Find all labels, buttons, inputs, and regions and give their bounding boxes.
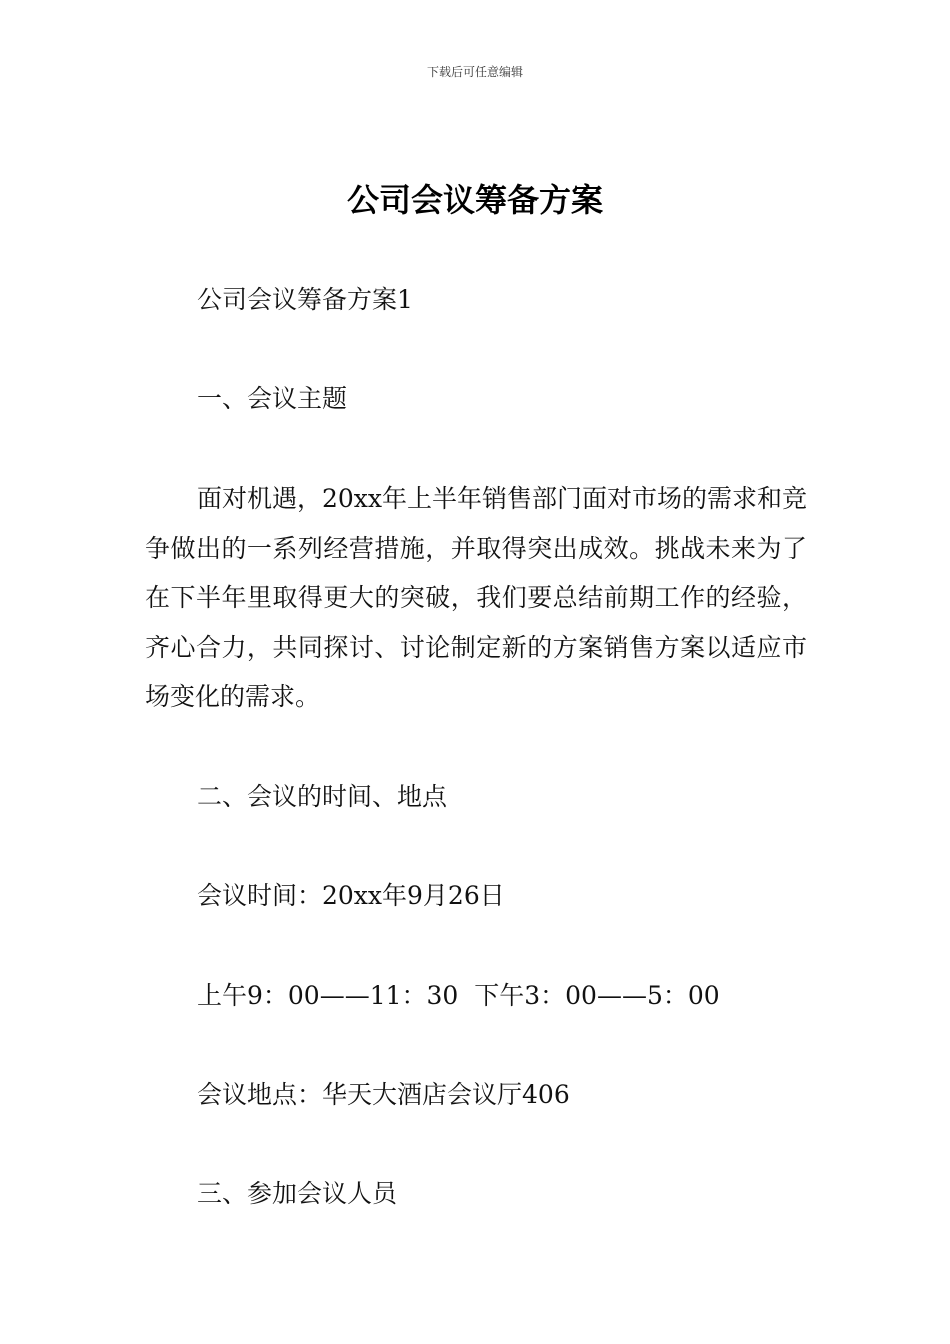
meeting-place-line: 会议地点：华天大酒店会议厅406 — [197, 1080, 570, 1109]
section-heading-theme: 一、会议主题 — [197, 384, 348, 413]
meeting-hours-line: 上午9：00——11：30 下午3：00——5：00 — [197, 981, 720, 1010]
document-subtitle: 公司会议筹备方案1 — [197, 285, 413, 314]
page-header-note: 下载后可任意编辑 — [426, 65, 523, 79]
section-heading-time-place: 二、会议的时间、地点 — [197, 782, 448, 811]
section-heading-attendees: 三、参加会议人员 — [197, 1179, 398, 1208]
document-title: 公司会议筹备方案 — [346, 181, 603, 219]
theme-paragraph: 面对机遇，20xx年上半年销售部门面对市场的需求和竞争做出的一系列经营措施，并取得突出成效。挑战未来为了在下半年里取得更大的突破，我们要总结前期工作的经验，齐心合力，共同探讨、讨论制定新的方案销售方案以适应市场变化的需求。 — [145, 484, 808, 711]
meeting-date-line: 会议时间：20xx年9月26日 — [197, 881, 505, 910]
